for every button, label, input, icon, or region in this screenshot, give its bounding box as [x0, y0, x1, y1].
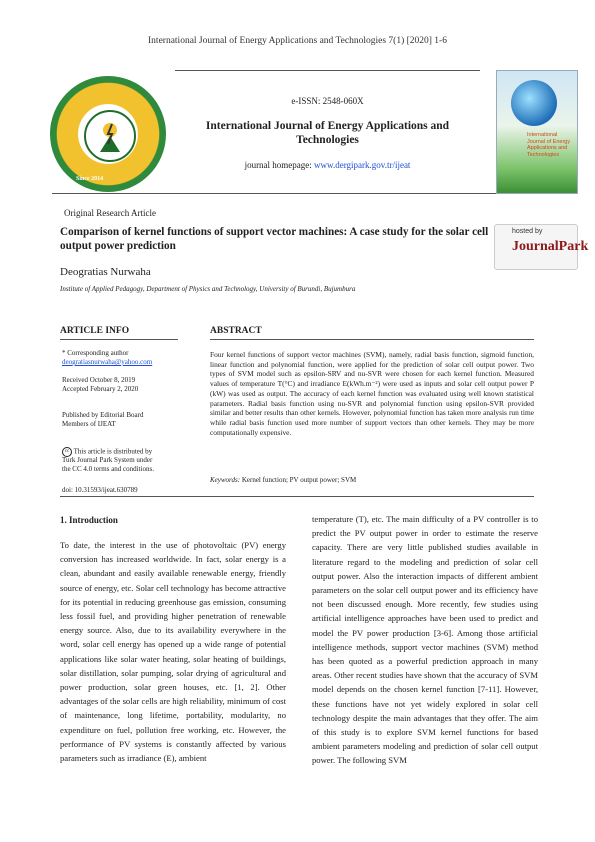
corresponding-author-email[interactable]: deogratiasnurwaha@yahoo.com	[62, 358, 153, 366]
hosted-by-brand: JournalPark	[512, 239, 589, 254]
article-info-rule	[60, 339, 178, 340]
cover-title: International Journal of Energy Applications and Technologies	[527, 132, 571, 158]
issn: e-ISSN: 2548-060X	[291, 96, 364, 106]
hosted-by-label: hosted by	[512, 228, 543, 235]
keywords-list: Kernel function; PV output power; SVM	[240, 476, 357, 484]
received-date: Received October 8, 2019	[62, 376, 136, 384]
license-line-3: the CC 4.0 terms and conditions.	[62, 465, 154, 473]
energy-logo-icon	[84, 110, 136, 162]
running-head: International Journal of Energy Applications and Technologies 7(1) [2020] 1-6	[148, 36, 447, 46]
published-by-2: Members of IJEAT	[62, 420, 116, 428]
keywords	[210, 476, 356, 484]
abstract-rule	[210, 339, 534, 340]
license-text-1: This article is distributed by	[73, 447, 153, 456]
paper-title: Comparison of kernel functions of support vector machines: A case study for the solar cell output power prediction	[60, 226, 489, 252]
author-affiliation: Institute of Applied Pedagogy, Department of Physics and Technology, University of Burundi, Bujumbura	[60, 285, 356, 293]
article-info-heading: ARTICLE INFO	[60, 326, 130, 336]
globe-icon	[511, 80, 557, 126]
journal-title: International Journal of Energy Applications and Technologies	[205, 120, 450, 146]
header-bottom-rule	[52, 193, 542, 194]
body-column-right: temperature (T), etc. The main difficulty of a PV controller is to predict the PV output power in order to estimate the reserve capacity. There are very little published studies available in literature regard to the modeling and prediction of solar cell output power. Also the interaction impacts of different ambient parameters on the solar cell output power and its efficiency have not been discussed enough. More recently, few studies using artificial intelligence approaches have been used to predict and model the PV power production [3-6]. Among those artificial intelligence methods, support vector machines (SVM) method has been quoted as a powerful prediction approach in many areas. Other recent studies have shown that the accuracy of SVM model depends on the chosen kernel function [7-11]. However, these functions have not yet widely explored in solar cell technology despite the main advantages that they offer. The aim of this study is to explore SVM kernel functions for based ambient parameters modeling and prediction of solar cell output power. The following SVM	[312, 514, 538, 766]
header-top-rule	[175, 70, 480, 71]
journal-homepage	[175, 160, 480, 170]
corresponding-author-label: * Corresponding author	[62, 349, 129, 357]
published-by-1: Published by Editorial Board	[62, 411, 144, 419]
logo-since: Since 2014	[76, 176, 104, 182]
article-type: Original Research Article	[64, 208, 156, 218]
homepage-link[interactable]: www.dergipark.gov.tr/ijeat	[314, 160, 411, 170]
homepage-label: journal homepage:	[244, 160, 315, 170]
abstract-text: Four kernel functions of support vector machines (SVM), namely, radial basis function, sigmoid function, linear function and polynomial function, were applied for the prediction of solar cell output power. Two types of SVM model such as epsilon-SRV and nu-SVR were chosen for each kernel function. Measured values of temperature T(°C) and irradiance E(kWh.m⁻²) were used as inputs and solar cell output power P (kW) was used as output. The accuracy of each kernel function was evaluated using well known statistical parameters. Radial basis function using nu-SVR and polynomial function using epsilon-SVR provided similar and better results than other kernels. However, polynomial function has taken more analysis run time while radial basis function used more number of support vectors than other kernels. They may be more computationally expensive.	[210, 350, 534, 437]
license-line-2: Turk Journal Park System under	[62, 456, 153, 464]
introduction-heading: 1. Introduction	[60, 515, 118, 525]
body-column-left: To date, the interest in the use of photovoltaic (PV) energy conversion has increased worldwide. In fact, solar energy is a clean, abundant and easily available renewable energy, friendly source of energy, etc. Solar cell technology has become attractive for its potential in reducing greenhouse gas emission, consuming less fossil fuel, and providing higher penetration of renewable energy source. Also, due to its availability everywhere in the word, solar cell energy has opened up a wide range of potential applications like solar water heating, solar heating of buildings, solar distillation, solar pumping, solar drying of agricultural and power production, solar green houses, etc. [1, 2]. Other advantages of the solar cells are high reliability, minimum of cost of maintenance, long lifetime, portability, modularity, no expenditure on fuel, pollution free working, etc. However, the performance of PV systems is constantly affected by various parameters such as irradiance (E), ambient	[60, 540, 286, 764]
accepted-date: Accepted February 2, 2020	[62, 385, 139, 393]
cc-license-icon: cc	[62, 447, 72, 457]
info-bottom-rule	[60, 496, 534, 497]
author-name: Deogratias Nurwaha	[60, 266, 151, 278]
abstract-heading: ABSTRACT	[210, 326, 262, 336]
doi[interactable]: doi: 10.31593/ijeat.630789	[62, 486, 138, 494]
keywords-label: Keywords:	[210, 476, 241, 484]
